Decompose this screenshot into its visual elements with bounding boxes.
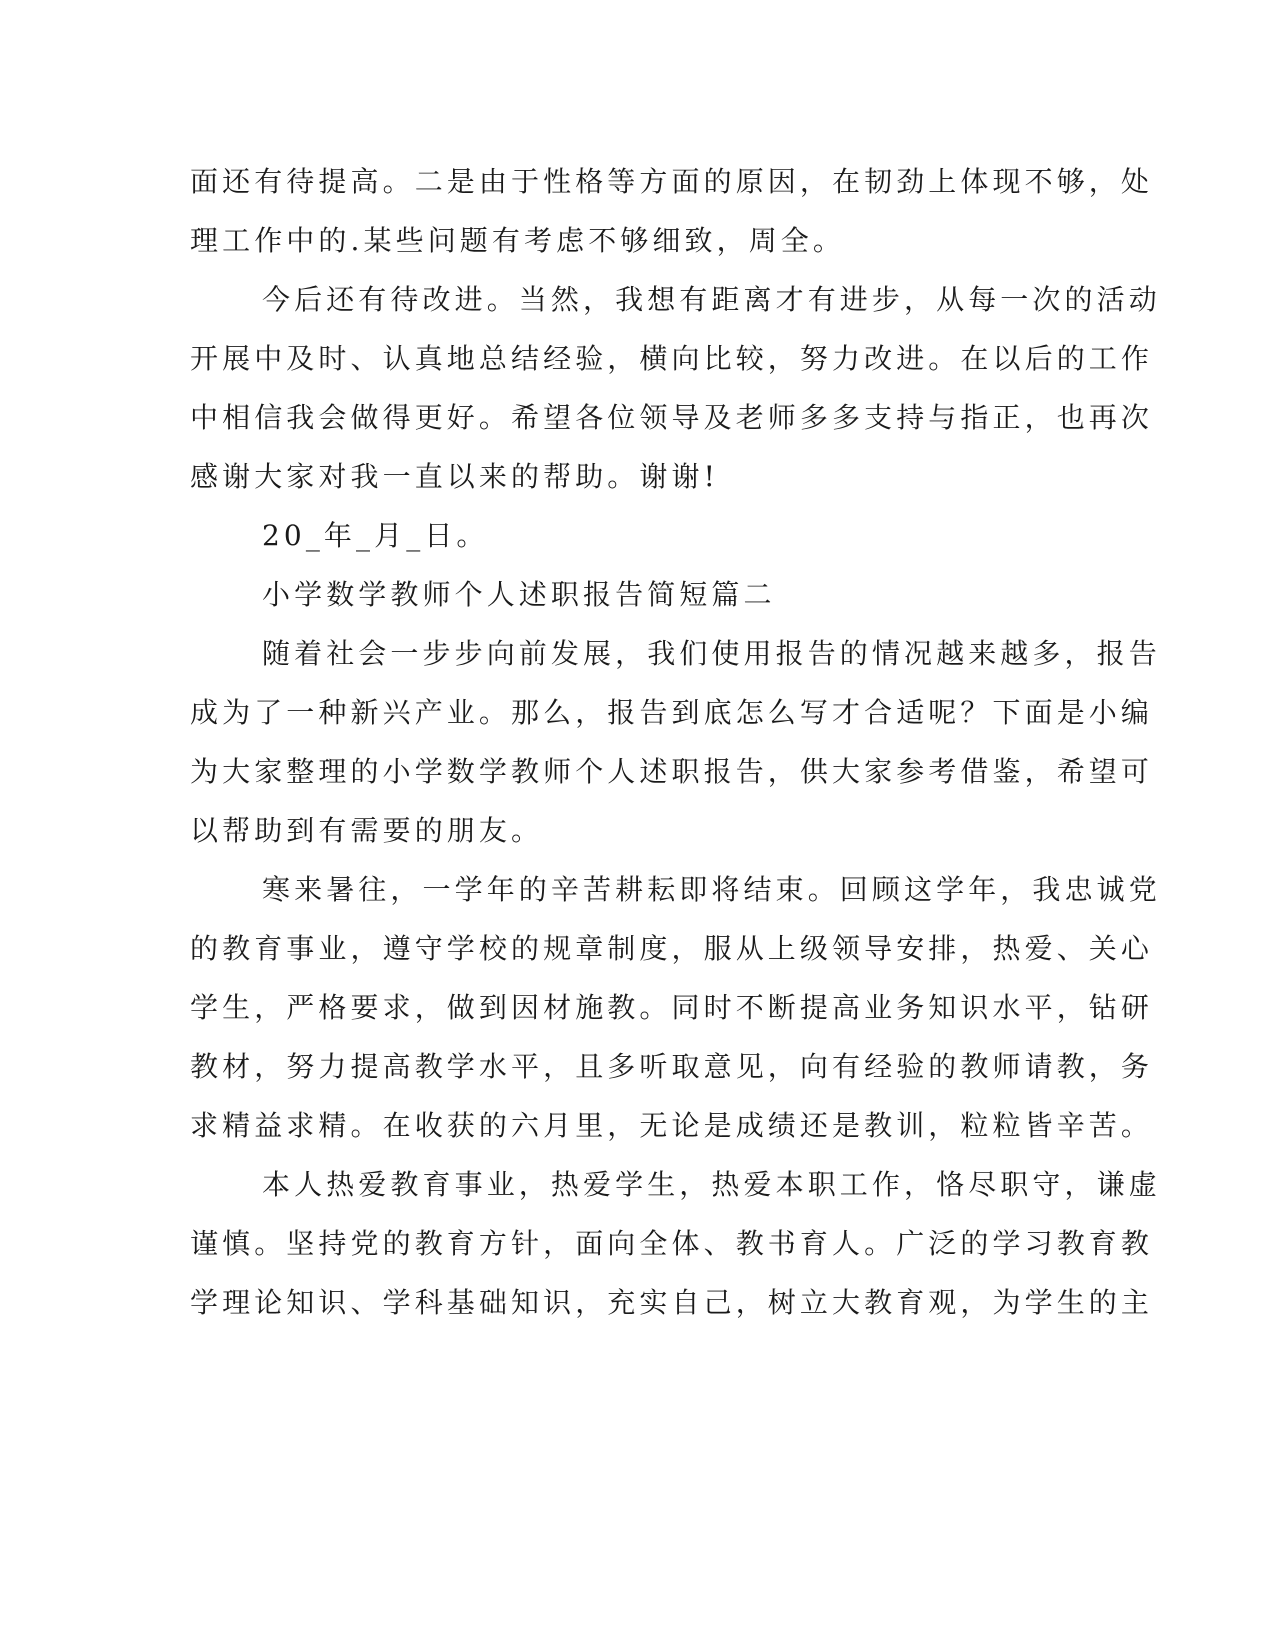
text-line: 学理论知识、学科基础知识，充实自己，树立大教育观，为学生的主 [190, 1286, 1154, 1319]
text-line: 学生，严格要求，做到因材施教。同时不断提高业务知识水平，钻研 [190, 991, 1154, 1024]
text-line: 以帮助到有需要的朋友。 [190, 814, 544, 847]
paragraph-start-line: 寒来暑往，一学年的辛苦耕耘即将结束。回顾这学年，我忠诚党 [262, 873, 1161, 906]
date-line: 20_年_月_日。 [262, 519, 489, 552]
text-line: 感谢大家对我一直以来的帮助。谢谢! [190, 460, 719, 493]
text-line: 的教育事业，遵守学校的规章制度，服从上级领导安排，热爱、关心 [190, 932, 1154, 965]
text-line: 开展中及时、认真地总结经验，横向比较，努力改进。在以后的工作 [190, 342, 1154, 375]
text-line: 为大家整理的小学数学教师个人述职报告，供大家参考借鉴，希望可 [190, 755, 1154, 788]
text-line: 理工作中的.某些问题有考虑不够细致，周全。 [190, 224, 846, 257]
paragraph-start-line: 随着社会一步步向前发展，我们使用报告的情况越来越多，报告 [262, 637, 1161, 670]
text-line: 教材，努力提高教学水平，且多听取意见，向有经验的教师请教，务 [190, 1050, 1154, 1083]
paragraph-start-line: 今后还有待改进。当然，我想有距离才有进步，从每一次的活动 [262, 283, 1161, 316]
text-line: 面还有待提高。二是由于性格等方面的原因，在韧劲上体现不够，处 [190, 165, 1154, 198]
paragraph-start-line: 本人热爱教育事业，热爱学生，热爱本职工作，恪尽职守，谦虚 [262, 1168, 1161, 1201]
section-heading: 小学数学教师个人述职报告简短篇二 [262, 578, 776, 611]
text-line: 成为了一种新兴产业。那么，报告到底怎么写才合适呢？下面是小编 [190, 696, 1154, 729]
text-line: 谨慎。坚持党的教育方针，面向全体、教书育人。广泛的学习教育教 [190, 1227, 1154, 1260]
text-line: 中相信我会做得更好。希望各位领导及老师多多支持与指正，也再次 [190, 401, 1154, 434]
text-line: 求精益求精。在收获的六月里，无论是成绩还是教训，粒粒皆辛苦。 [190, 1109, 1154, 1142]
